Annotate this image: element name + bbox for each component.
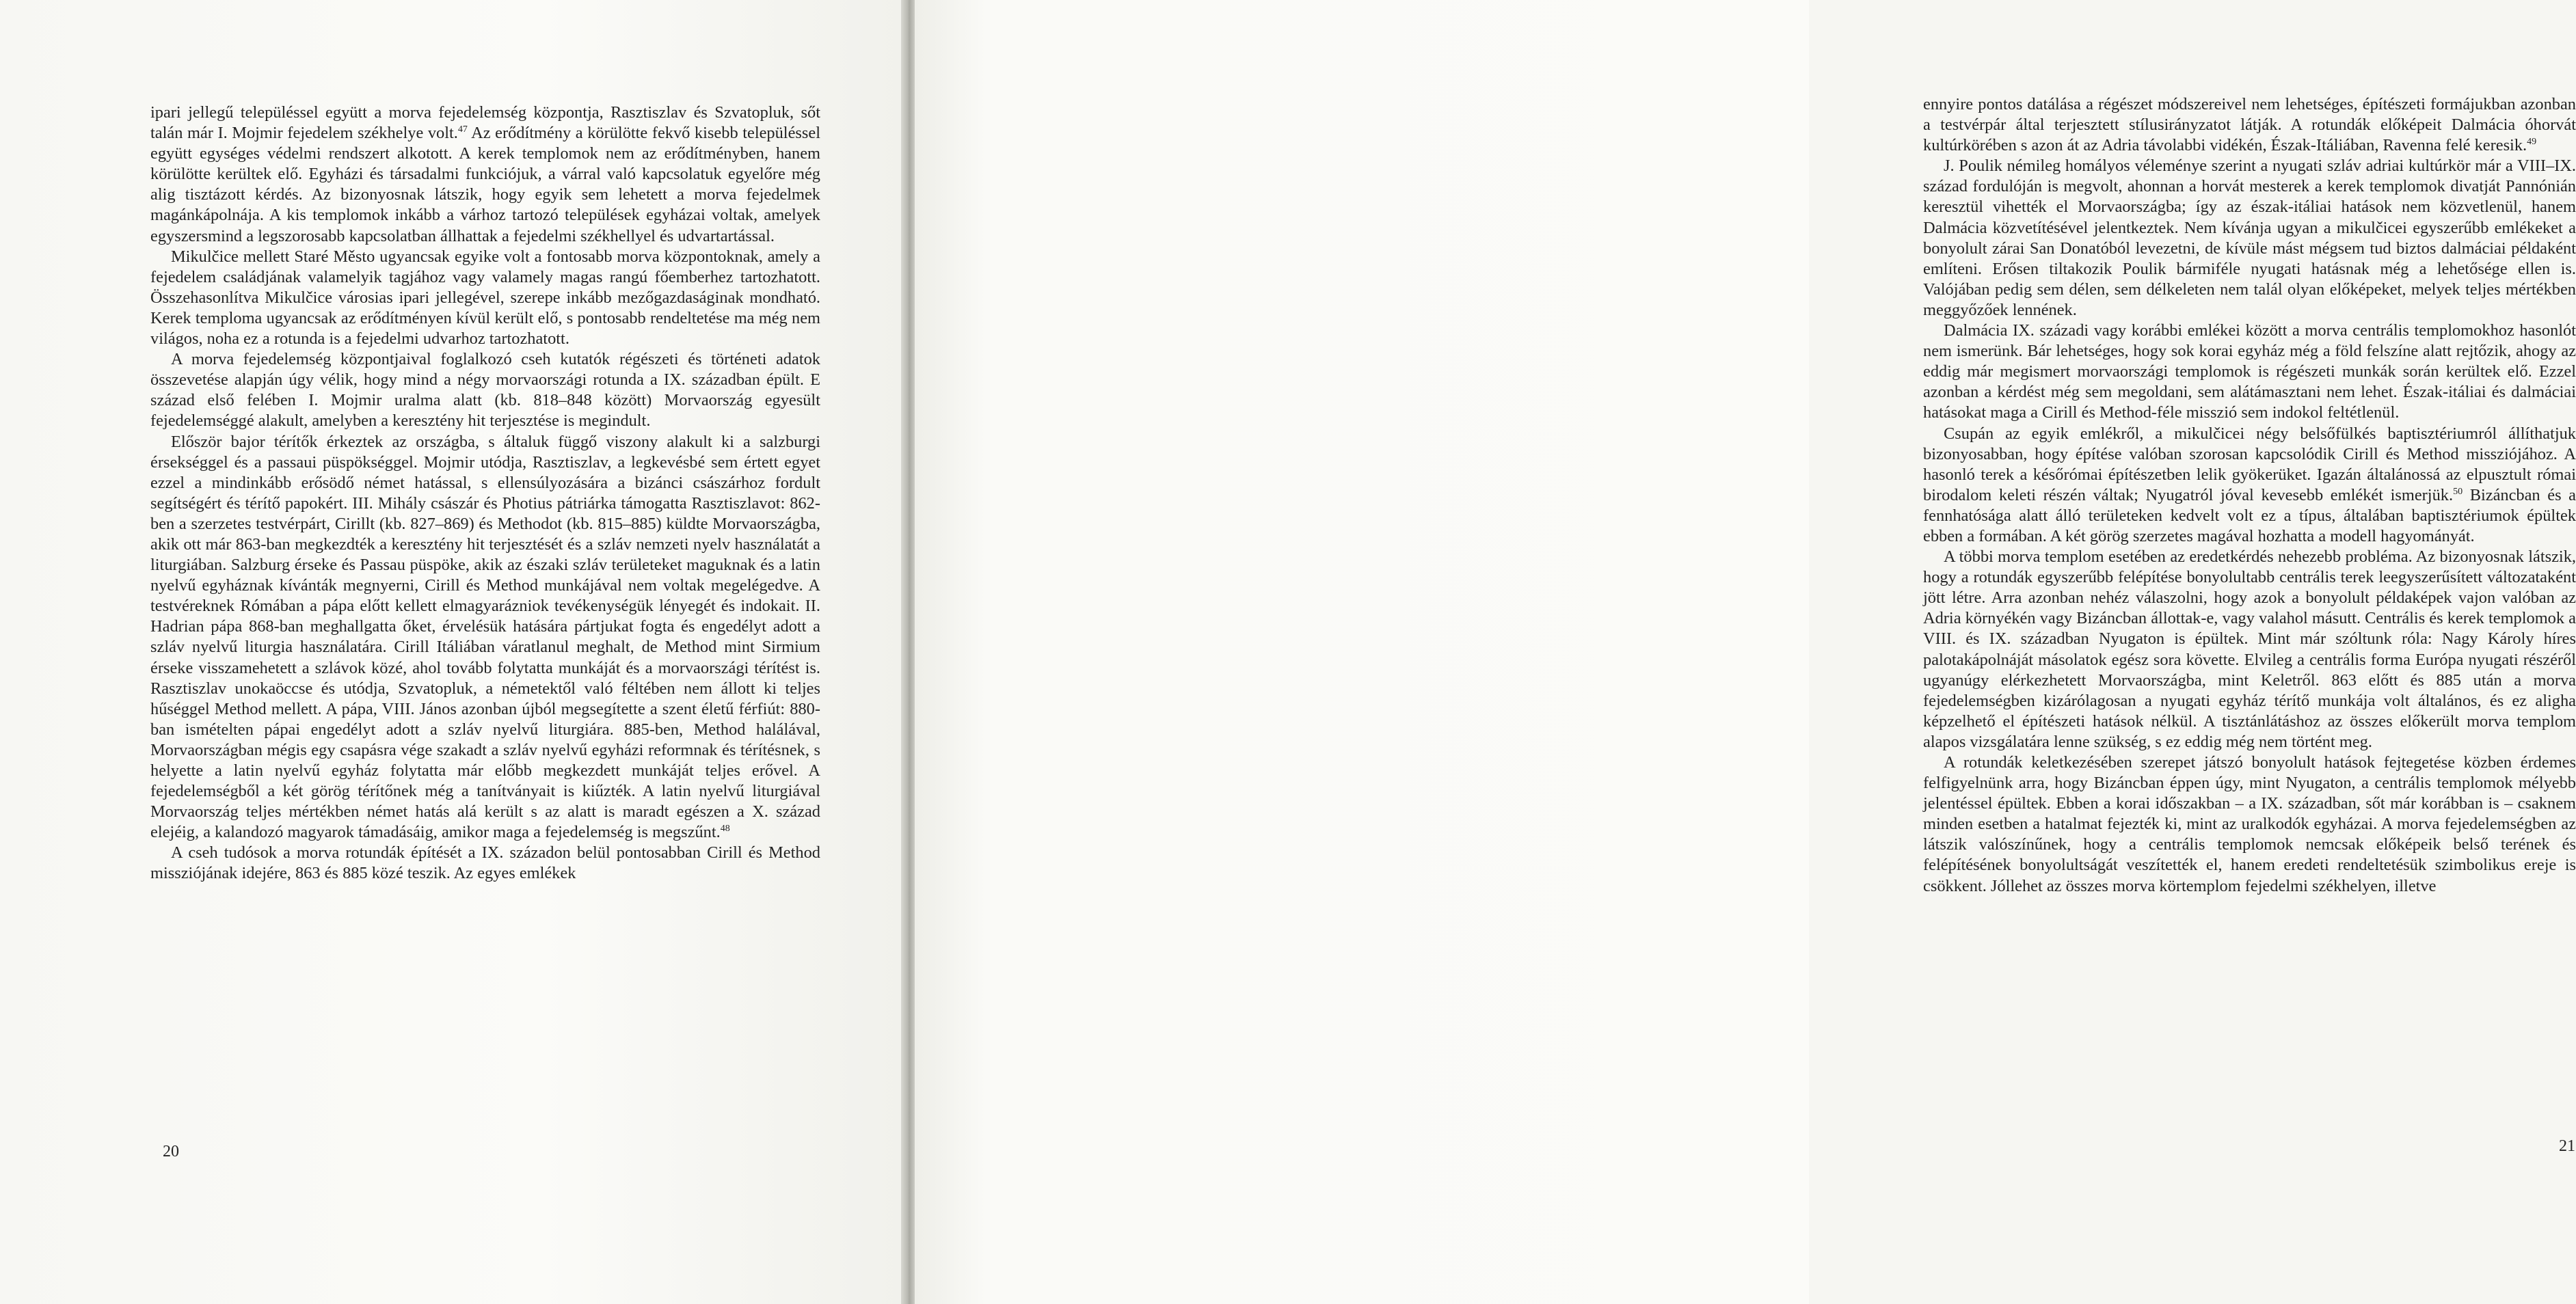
footnote-ref: 47 bbox=[457, 124, 468, 135]
footnote-ref: 50 bbox=[2453, 486, 2463, 497]
paragraph: A rotundák keletkezésében szerepet játszó bonyolult hatások fejtegetése közben érdemes felfigyelnünk arra, hogy Bizáncban éppen úgy, mint Nyugaton, a centrális templomok mélyebb jelentéssel épültek. Ebben a korai időszakban – a IX. században, sőt már korábban is – csaknem minden esetben a hatalmat fejezték ki, mint az uralkodók egyházai. A morva fejedelemségben az látszik valószínűnek, hogy a centrális templomok nemcsak előképeik belső terének és felépítésének bonyolultságát veszítették el, hanem eredeti rendeltetésük szimbolikus ereje is csökkent. Jóllehet az összes morva körtemplom fejedelmi székhelyen, illetve bbox=[1923, 753, 2576, 895]
page-number-right: 21 bbox=[2559, 1137, 2575, 1155]
paragraph: A többi morva templom esetében az eredetkérdés nehezebb probléma. Az bizonyosnak látszik, hogy a rotundák egyszerűbb felépítése bonyolultabb centrális terek leegyszerűsített változataként jött létre. Arra azonban nehéz válaszolni, hogy azok a bonyolult példaképek vajon valóban az Adria környékén vagy Bizáncban állottak-e, vagy valahol másutt. Centrális és kerek templomok a VIII. és IX. században Nyugaton is épültek. Mint már szóltunk róla: Nagy Károly híres palotakápolnáját másolatok egész sora követte. Elvileg a centrális forma Európa nyugati részéről ugyanúgy elérkezhetett Morvaországba, mint Keletről. 863 előtt és 885 után a morva fejedelemségben kizárólagosan a nyugati egyház térítő munkája volt általános, és ez aligha képzelhető el építészeti hatások nélkül. A tisztánlátáshoz az összes előkerült morva templom alapos vizsgálatára lenne szükség, s ez eddig még nem történt meg. bbox=[1923, 547, 2576, 751]
paragraph: A cseh tudósok a morva rotundák építését a IX. századon belül pontosabban Cirill és Method missziójának idejére, 863 és 885 közé teszik. Az egyes emlékek bbox=[150, 843, 820, 883]
right-page-text bbox=[1923, 94, 2576, 897]
footnote-ref: 48 bbox=[720, 824, 730, 834]
book-gutter bbox=[901, 0, 916, 1304]
paragraph: Csupán az egyik emlékről, a mikulčicei négy belsőfülkés baptisztériumról állíthatjuk bizonyosabban, hogy építése valóban szorosan kapcsolódik Cirill és Method missziójához. A hasonló terek a későrómai építészetben lelik gyökerüket. Igazán általánossá az elpusztult római birodalom keleti részén váltak; Nyugatról jóval kevesebb emlékét ismerjük.$^{50}$ Bizáncban és a fennhatósága alatt álló területeken kedvelt volt ez a típus, általában baptisztériumok épültek ebben a formában. A két görög szerzetes magával hozhatta a modell hagyományát. bbox=[1923, 424, 2576, 545]
left-page-text bbox=[150, 103, 820, 884]
page-number-left: 20 bbox=[163, 1143, 179, 1160]
paragraph: ennyire pontos datálása a régészet módszereivel nem lehetséges, építészeti formájukban azonban a testvérpár által terjesztett stílusirányzatot látják. A rotundák előképeit Dalmácia óhorvát kultúrkörében s azon át az Adria távolabbi vidékén, Észak-Itáliában, Ravenna felé keresik.$^{49}$ bbox=[1923, 95, 2576, 155]
left-page bbox=[0, 0, 902, 1304]
footnote-ref: 49 bbox=[2527, 137, 2537, 148]
paragraph: ipari jellegű településsel együtt a morva fejedelemség központja, Rasztiszlav és Szvatopluk, sőt talán már I. Mojmir fejedelem székhelye volt.$^{47}$ Az erődítmény a körülötte fekvő kisebb településsel együtt egységes védelmi rendszert alkotott. A kerek templomok nem az erődítményben, hanem körülötte kerültek elő. Egyházi és társadalmi funkciójuk, a várral való kapcsolatuk egyelőre még alig tisztázott kérdés. Az bizonyosnak látszik, hogy egyik sem lehetett a morva fejedelmek magánkápolnája. A kis templomok inkább a várhoz tartozó települések egyházai voltak, amelyek egyszersmind a legszorosabb kapcsolatban állhattak a fejedelmi székhellyel és udvartartással. bbox=[150, 103, 820, 245]
paragraph: Mikulčice mellett Staré Město ugyancsak egyike volt a fontosabb morva központoknak, amely a fejedelem családjának valamelyik tagjához vagy valamely magas rangú főemberhez tartozhatott. Összehasonlítva Mikulčice városias ipari jellegével, szerepe inkább mezőgazdaságinak mondható. Kerek temploma ugyancsak az erődítményen kívül került elő, s pontosabb rendeltetése ma még nem világos, noha ez a rotunda is a fejedelmi udvarhoz tartozhatott. bbox=[150, 247, 820, 349]
right-page bbox=[915, 0, 2576, 1304]
paragraph: Először bajor térítők érkeztek az országba, s általuk függő viszony alakult ki a salzburgi érsekséggel és a passaui püspökséggel. Mojmir utódja, Rasztiszlav, a legkevésbé sem értett egyet ezzel a mindinkább erősödő német hatással, s ellensúlyozására a bizánci császárhoz fordult segítségért és térítő papokért. III. Mihály császár és Photius pátriárka támogatta Rasztiszlavot: 862-ben a szerzetes testvérpárt, Cirillt (kb. 827–869) és Methodot (kb. 815–885) küldte Morvaországba, akik ott már 863-ban megkezdték a keresztény hit terjesztését és a szláv nemzeti nyelv használatát a liturgiában. Salzburg érseke és Passau püspöke, akik az északi szláv területeket maguknak és a latin nyelvű egyháznak kívánták megnyerni, Cirill és Method munkájával nem voltak megelégedve. A testvéreknek Rómában a pápa előtt kellett elmagyarázniok tevékenységük lényegét és indokait. II. Hadrian pápa 868-ban meghallgatta őket, érvelésük hatására pártjukat fogta és engedélyt adott a szláv nyelvű liturgia használatára. Cirill Itáliában váratlanul meghalt, de Method mint Sirmium érseke visszamehetett a szlávok közé, ahol tovább folytatta munkáját és a morvaországi térítést is. Rasztiszlav unokaöccse és utódja, Szvatopluk, a németektől való féltében nem állott ki teljes hűséggel Method mellett. A pápa, VIII. János azonban újból megsegítette a szent életű férfiút: 880-ban ismételten pápai engedélyt adott a szláv nyelvű liturgiára. 885-ben, Method halálával, Morvaországban mégis egy csapásra vége szakadt a szláv nyelvű egyházi reformnak és térítésnek, s helyette a latin nyelvű egyház folytatta már előbb megkezdett munkáját teljes erővel. A fejedelemségből a két görög térítőnek még a tanítványait is kiűzték. A latin nyelvű liturgiával Morvaország teljes mértékben német hatás alá került s az alatt is maradt egészen a X. század elejéig, a kalandozó magyarok támadásáig, amikor maga a fejedelemség is megszűnt.$^{48}$ bbox=[150, 432, 820, 842]
paragraph: Dalmácia IX. századi vagy korábbi emlékei között a morva centrális templomokhoz hasonlót nem ismerünk. Bár lehetséges, hogy sok korai egyház még a föld felszíne alatt rejtőzik, ahogy az eddig már megismert morvaországi templomok is régészeti munkák során kerültek elő. Ezzel azonban a kérdést még sem megoldani, sem alátámasztani nem lehet. Észak-itáliai és dalmáciai hatásokat maga a Cirill és Method-féle misszió sem indokol feltétlenül. bbox=[1923, 321, 2576, 422]
paragraph: J. Poulik némileg homályos véleménye szerint a nyugati szláv adriai kultúrkör már a VIII–IX. század fordulóján is megvolt, ahonnan a horvát mesterek a kerek templomok divatját Pannónián keresztül vihették el Morvaországba; így az észak-itáliai hatások nem közvetlenül, hanem Dalmácia közvetítésével jelentkeztek. Nem kívánja ugyan a mikulčicei egyszerűbb emlékeket a bonyolult zárai San Donatóból levezetni, de kívüle mást mégsem tud biztos dalmáciai példaként említeni. Erősen tiltakozik Poulik bármiféle nyugati hatásnak még a lehetősége ellen is. Valójában pedig sem délen, sem délkeleten nem talál olyan előképeket, melyek teljes mértékben meggyőzőek lennének. bbox=[1923, 157, 2576, 319]
paragraph: A morva fejedelemség központjaival foglalkozó cseh kutatók régészeti és történeti adatok összevetése alapján úgy vélik, hogy mind a négy morvaországi rotunda a IX. században épült. E század első felében I. Mojmir uralma alatt (kb. 818–848 között) Morvaország egyesült fejedelemséggé alakult, amelyben a keresztény hit terjesztése is megindult. bbox=[150, 350, 820, 431]
